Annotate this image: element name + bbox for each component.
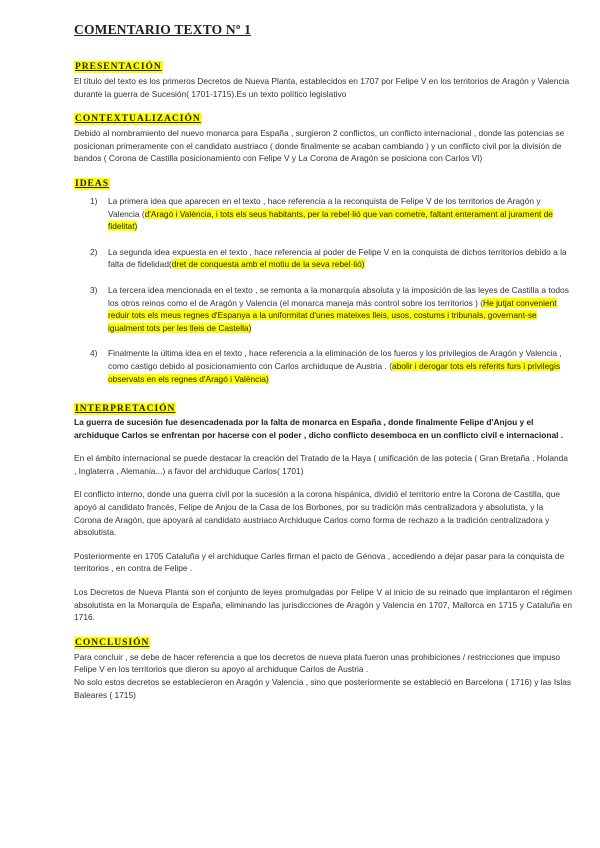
- idea-highlight: d'Aragó i València, i tots els seus habitants, per la rebel·lió que van cometre, faltant enterament al jurament de fidelitat): [108, 208, 553, 232]
- section-conclusion: [74, 632, 572, 701]
- conclusion-line-1: Para concluir , se debe de hacer referencia a que los decretos de nueva plata fueron unas prohibiciones / restricciones que impuso Felipe V en los territorios que dieron su apoyo al archiduque Carlos de Austria .: [74, 651, 561, 675]
- idea-item: [74, 195, 572, 233]
- heading-interpretacion: INTERPRETACIÓN: [75, 404, 176, 415]
- idea-text: [108, 246, 572, 271]
- ideas-list: [74, 195, 572, 385]
- interpretacion-paragraph-1: La guerra de sucesión fue desencadenada por la falta de monarca en España , donde finalmente Felipe d'Anjou y el archiduque Carlos se enfrentan por hacerse con el poder , dicho conflicto desemboca en un conflicto civil e internacional .: [74, 417, 564, 440]
- heading-contextualizacion: CONTEXTUALIZACIÓN: [75, 114, 201, 125]
- idea-number: 2): [90, 246, 98, 257]
- interpretacion-paragraph-2: En el ámbito internacional se puede destacar la creación del Tratado de la Haya ( unificación de las potecia ( Gran Bretaña , Holanda , Inglaterra , Alemania...) a favor del archiduque Carlos( 1701): [74, 453, 568, 476]
- contextualizacion-text: Debido al nombramiento del nuevo monarca para España , surgieron 2 conflictos, un conflicto internacional , donde las potencias se posicionan primeramente con el candidato austriaco ( donde finalmente se acaban cambiando ) y un conflicto civil por la división de bandos ( Corona de Castilla posicionamiento con Felipe V y La Corona de Aragón se posiciona con Carlos VI): [74, 128, 565, 164]
- idea-item: [74, 284, 572, 334]
- interpretacion-paragraph-4: Posteriormente en 1705 Cataluña y el archiduque Carles firman el pacto de Génova , accediendo a dejar pasar para la conquista de territorios , en contra de Felipe .: [74, 550, 565, 574]
- idea-number: 1): [90, 195, 98, 206]
- heading-ideas: IDEAS: [75, 178, 110, 189]
- idea-text: [108, 284, 572, 334]
- heading-presentacion: PRESENTACIÓN: [75, 62, 162, 72]
- conclusion-line-2: No solo estos decretos se establecieron en Aragón y Valencia , sino que posteriormente se estableció en Barcelona ( 1716) y las Islas Baleares ( 1715): [74, 677, 572, 700]
- idea-text: [108, 195, 572, 233]
- document-title: COMENTARIO TEXTO Nº 1: [74, 22, 252, 37]
- idea-text: [108, 347, 572, 385]
- idea-body: La tercera idea mencionada en el texto , se remonta a la monarquía absoluta y la imposición de las leyes de Castilla a todos los otros reinos como el de Aragón y Valencia (el monarca maneja más control sobre los territorios ) (: [108, 284, 569, 308]
- idea-highlight: dret de conquesta amb el motiu de la seva rebel·lió): [171, 259, 365, 270]
- interpretacion-paragraph-3: El conflicto interno, donde una guerra civil por la sucesión a la corona hispánica, dividió el territorio entre la Corona de Castilla, que apoyó al candidato francés, Felipe de Anjou de la Casa de los Borbones, por su tradición más centralizadora y absolutista, y la Corona de Aragón, que apoyará al candidato austriaco Archiduque Carlos como forma de rechazo a la tradición centralizadora y absolutista.: [74, 489, 561, 538]
- idea-highlight: abolir i derogar tots els referits furs i privilegis observats en els regnes d'Aragó i València): [108, 360, 561, 384]
- interpretacion-paragraph-5: Los Decretos de Nueva Planta son el conjunto de leyes promulgadas por Felipe V al inicio de su reinado que implantaron el régimen absolutista en la Monarquía de España, eliminando las jurisdicciones de Aragón y Valencia en 1707, Mallorca en 1715 y Cataluña en 1716.: [74, 587, 572, 623]
- section-ideas: [74, 173, 572, 385]
- idea-item: [74, 347, 572, 385]
- presentacion-text: El título del texto es los primeros Decretos de Nueva Planta, establecidos en 1707 por Felipe V en los territorios de Aragón y Valencia durante la guerra de Sucesión( 1701-1715).Es un texto político legislativo: [74, 76, 570, 99]
- idea-body: La primera idea que aparecen en el texto , hace referencia a la reconquista de Felipe V de los territorios de Aragón y Valencia (: [108, 195, 541, 219]
- idea-number: 4): [90, 348, 98, 359]
- section-presentacion: [74, 56, 572, 100]
- section-interpretacion: [74, 398, 572, 624]
- heading-conclusion: CONCLUSIÓN: [75, 637, 150, 648]
- idea-body: Finalmente la última idea en el texto , hace referencia a la eliminación de los fueros y los privilegios de Aragón y Valencia , como castigo debido al posicionamiento con Carlos archiduque de Austria . (: [108, 348, 562, 371]
- idea-item: [74, 246, 572, 271]
- idea-body: La segunda idea expuesta en el texto , hace referencia al poder de Felipe V en la conquista de dichos territorios debido a la falta de fidelidad(: [108, 246, 567, 270]
- section-contextualizacion: [74, 108, 572, 165]
- idea-highlight: He jutjat convenient reduir tots els meus regnes d'Espanya a la uniformitat d'unes mateixes lleis, usos, costums i tribunals, governant-se igualment tots per les lleis de Castella): [108, 297, 557, 333]
- idea-number: 3): [90, 284, 98, 295]
